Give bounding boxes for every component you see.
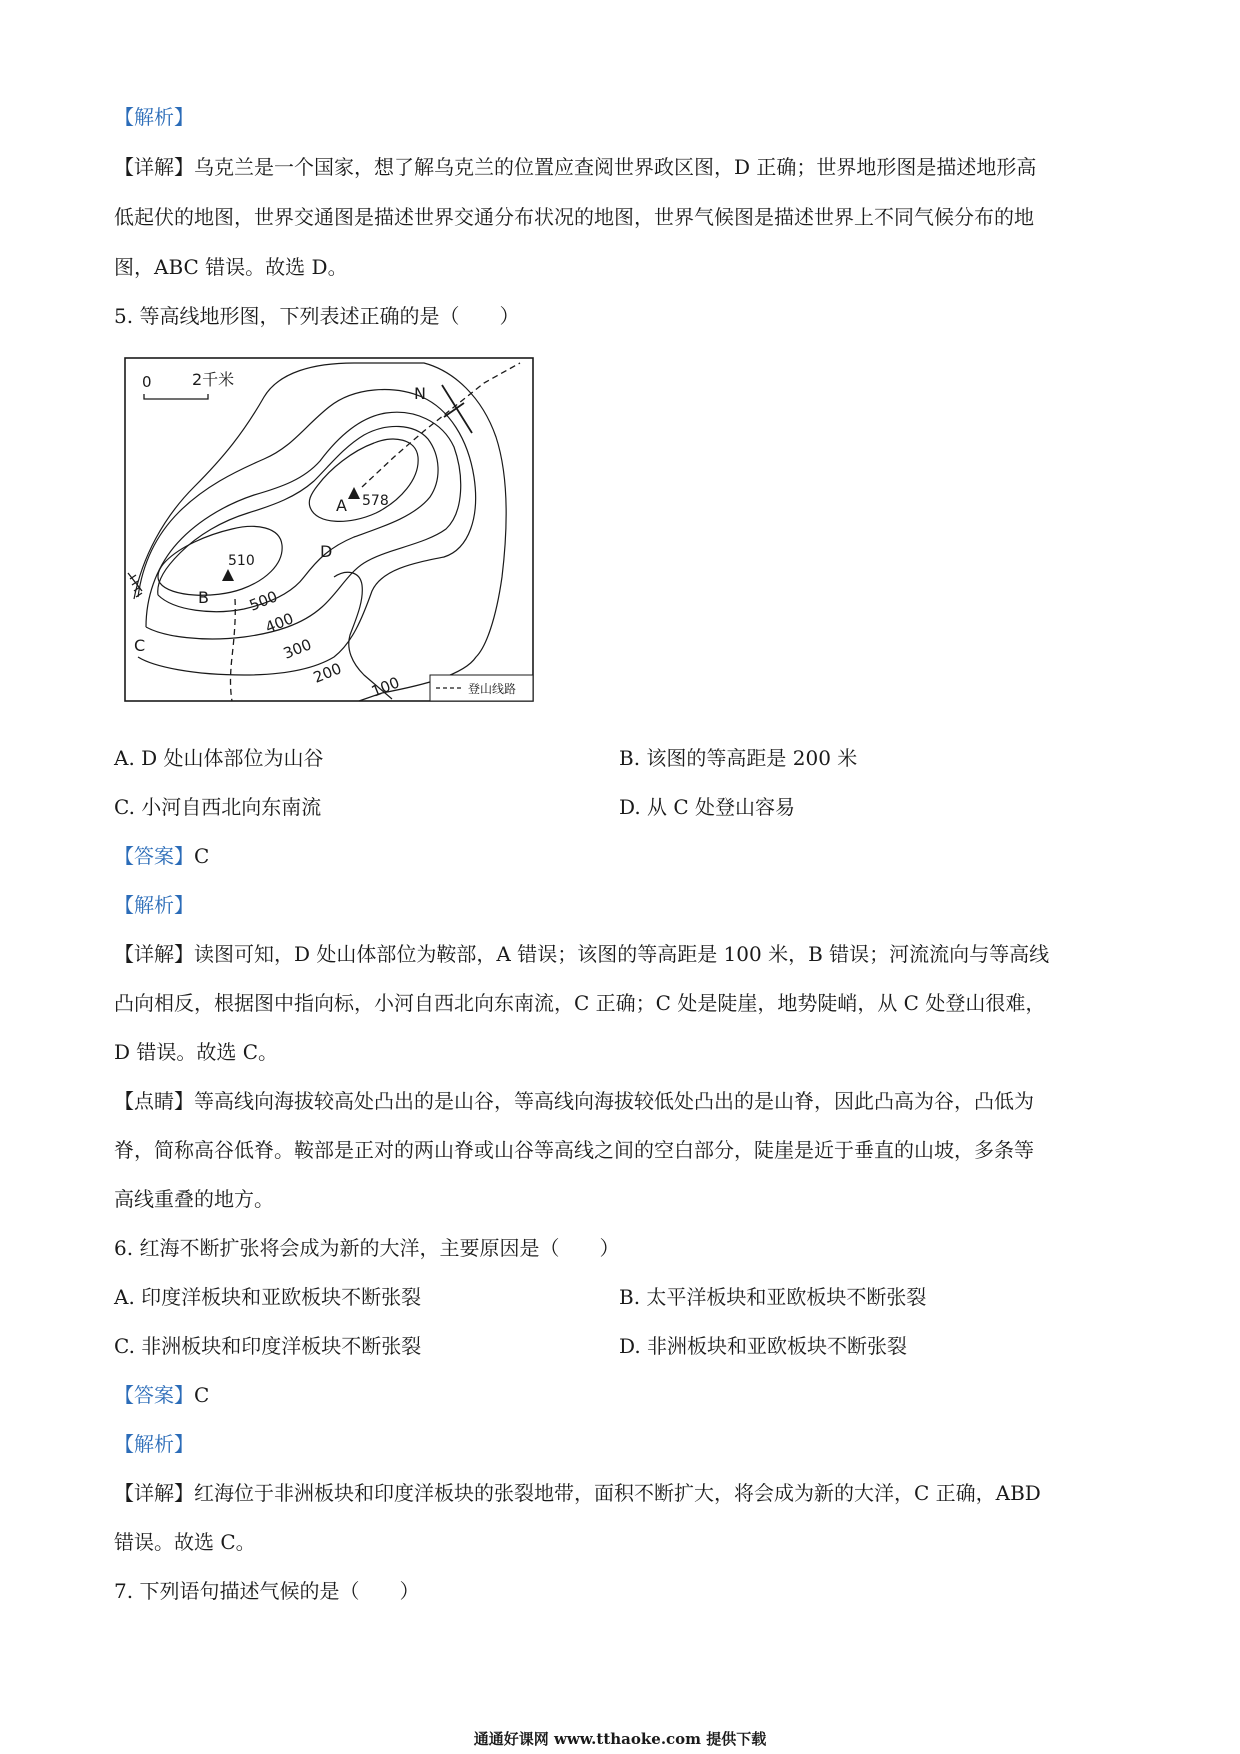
- q6-answer-label: 【答案】: [114, 1383, 194, 1407]
- q4-detail-line-1: 【详解】乌克兰是一个国家，想了解乌克兰的位置应查阅世界政区图，D 正确；世界地形图是描述地形高: [114, 155, 1037, 179]
- contour-label-200: 200: [310, 659, 345, 687]
- contour-label-100: 100: [368, 673, 403, 701]
- peak-a-label: A: [336, 496, 347, 515]
- q4-analysis-label: 【解析】: [114, 105, 194, 129]
- peak-b-elevation: 510: [228, 553, 255, 569]
- contour-map-figure: [124, 357, 534, 702]
- q5-tip-line-1: 【点睛】等高线向海拔较高处凸出的是山谷，等高线向海拔较低处凸出的是山脊，因此凸高为谷，凸低为: [114, 1089, 1034, 1113]
- q6-answer: [114, 1381, 209, 1409]
- q4-detail-line-3: 图，ABC 错误。故选 D。: [114, 255, 348, 279]
- q6-detail-line-2: 错误。故选 C。: [114, 1530, 256, 1554]
- contour-map: [124, 357, 534, 702]
- q5-answer: [114, 842, 209, 870]
- q5-tip-line-2: 脊，简称高谷低脊。鞍部是正对的两山脊或山谷等高线之间的空白部分，陡崖是近于垂直的山坡，多条等: [114, 1138, 1034, 1162]
- scale-distance-label: 2千米: [192, 370, 235, 389]
- q6-option-b: B. 太平洋板块和亚欧板块不断张裂: [619, 1285, 927, 1309]
- footer-source: 通通好课网 www.tthaoke.com 提供下载: [473, 1730, 767, 1748]
- q5-answer-value: C: [194, 844, 210, 868]
- scale-zero-label: 0: [142, 373, 152, 391]
- contour-label-400: 400: [262, 609, 297, 637]
- contour-label-500: 500: [246, 587, 281, 615]
- point-c-label: C: [134, 636, 146, 655]
- q6-analysis-label: 【解析】: [114, 1432, 194, 1456]
- q6-option-a: A. 印度洋板块和亚欧板块不断张裂: [114, 1285, 422, 1309]
- q5-answer-label: 【答案】: [114, 844, 194, 868]
- q7-stem: 7. 下列语句描述气候的是（ ）: [114, 1579, 420, 1603]
- q5-analysis-label: 【解析】: [114, 893, 194, 917]
- q6-answer-value: C: [194, 1383, 210, 1407]
- q6-detail-line-1: 【详解】红海位于非洲板块和印度洋板块的张裂地带，面积不断扩大，将会成为新的大洋，C 正确，ABD: [114, 1481, 1041, 1505]
- q5-detail-line-2: 凸向相反，根据图中指向标，小河自西北向东南流，C 正确；C 处是陡崖，地势陡峭，从 C 处登山很难，: [114, 991, 1046, 1015]
- peak-a-elevation: 578: [362, 493, 389, 509]
- q5-option-a: A. D 处山体部位为山谷: [114, 746, 324, 770]
- q5-detail-line-3: D 错误。故选 C。: [114, 1040, 279, 1064]
- legend-route-label: 登山线路: [468, 682, 517, 696]
- north-label: N: [414, 384, 426, 403]
- q5-stem: 5. 等高线地形图，下列表述正确的是（ ）: [114, 304, 520, 328]
- q5-option-b: B. 该图的等高距是 200 米: [619, 746, 858, 770]
- q5-option-c: C. 小河自西北向东南流: [114, 795, 322, 819]
- q5-option-d: D. 从 C 处登山容易: [619, 795, 796, 819]
- q6-option-c: C. 非洲板块和印度洋板块不断张裂: [114, 1334, 422, 1358]
- q5-tip-line-3: 高线重叠的地方。: [114, 1187, 274, 1211]
- point-d-label: D: [320, 542, 333, 561]
- q5-detail-line-1: 【详解】读图可知，D 处山体部位为鞍部，A 错误；该图的等高距是 100 米，B 错误；河流流向与等高线: [114, 942, 1050, 966]
- q6-stem: 6. 红海不断扩张将会成为新的大洋，主要原因是（ ）: [114, 1236, 620, 1260]
- q4-detail-line-2: 低起伏的地图，世界交通图是描述世界交通分布状况的地图，世界气候图是描述世界上不同气候分布的地: [114, 205, 1034, 229]
- contour-label-300: 300: [280, 635, 315, 663]
- peak-b-label: B: [198, 588, 209, 607]
- q6-option-d: D. 非洲板块和亚欧板块不断张裂: [619, 1334, 908, 1358]
